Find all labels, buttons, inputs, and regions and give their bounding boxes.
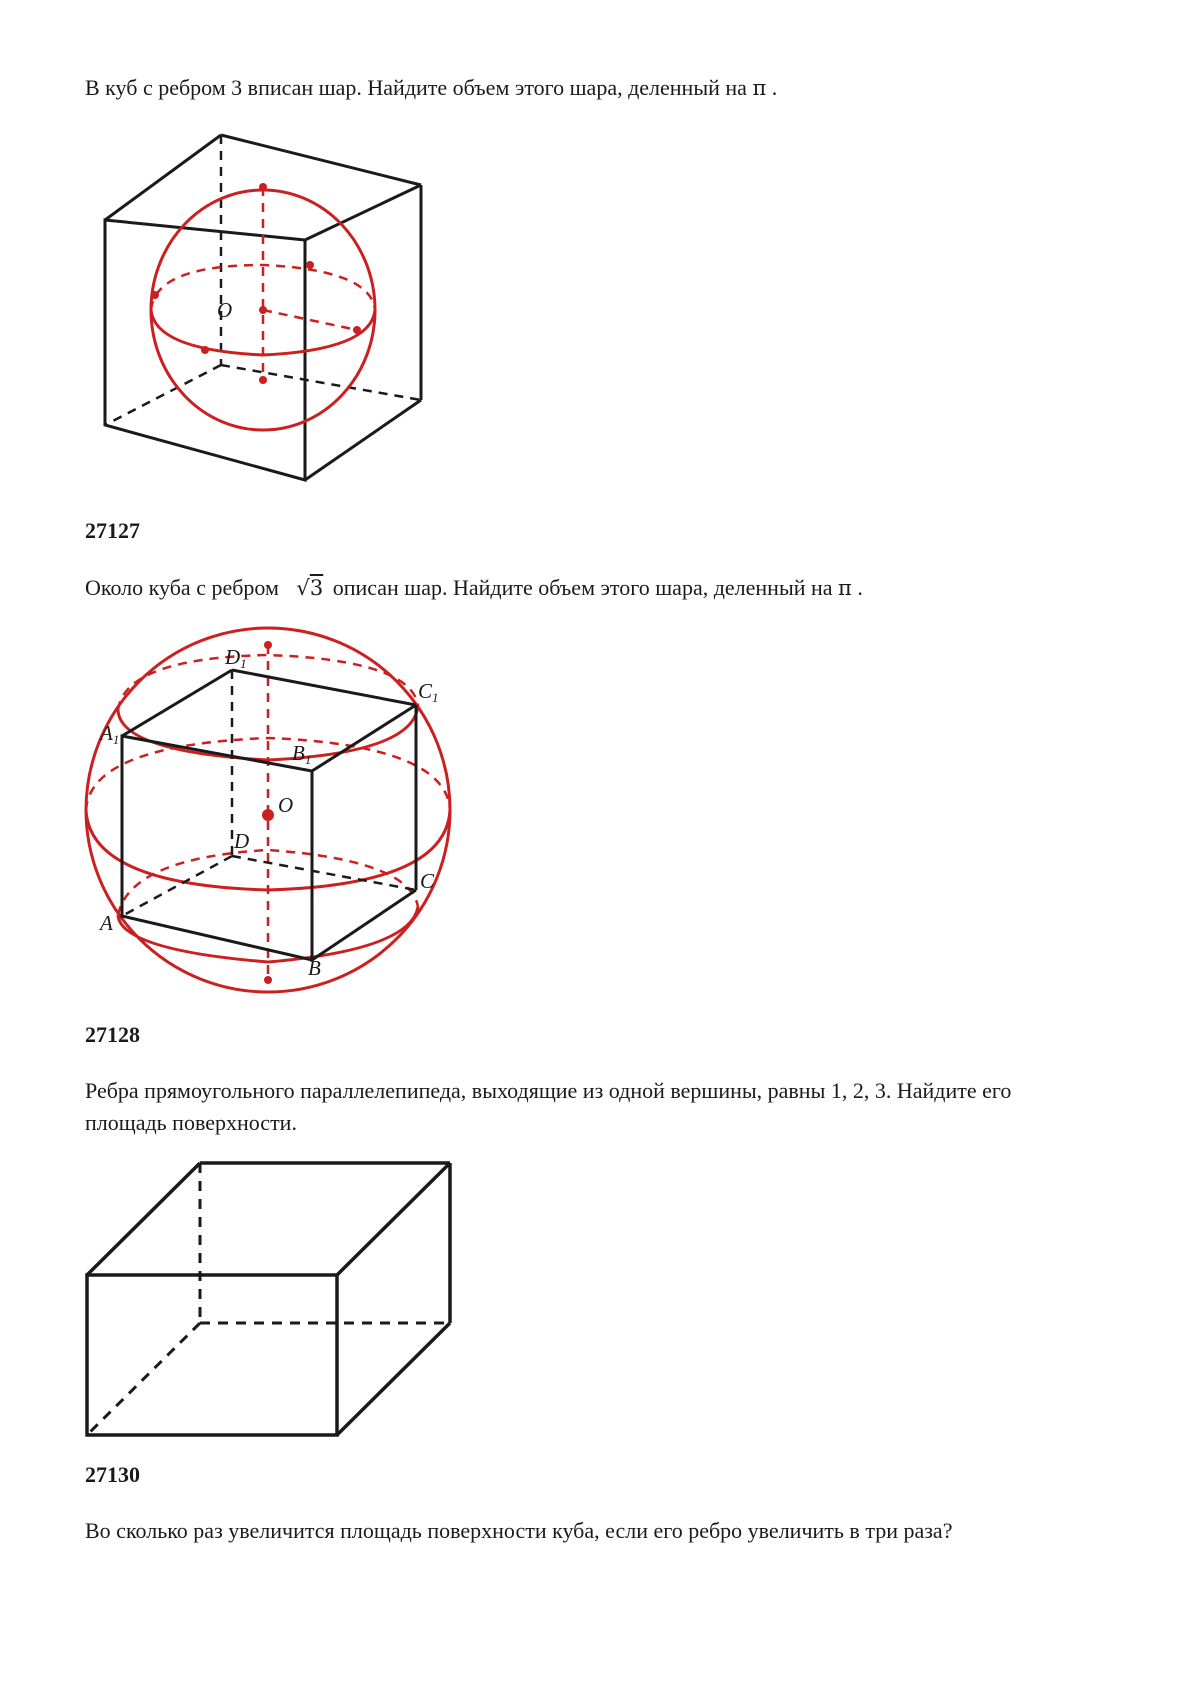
problem-1-text-main: В куб с ребром 3 вписан шар. Найдите объем этого шара, деленный на [85, 75, 747, 100]
vertex-label-b: B [308, 956, 321, 980]
vertex-label-b1: B1 [292, 741, 312, 767]
problem-3-text-line1: Ребра прямоугольного параллелепипеда, выходящие из одной вершины, равны 1, 2, 3. Найдите его [85, 1078, 1012, 1103]
figure-circumscribed-sphere [80, 620, 460, 1005]
vertex-label-c1: C1 [418, 679, 439, 705]
problem-number-27127: 27127 [85, 518, 140, 543]
vertex-label-a: A [100, 911, 113, 935]
vertex-label-d1: D1 [225, 645, 247, 671]
problem-3-text-line2: площадь поверхности. [85, 1110, 297, 1135]
problem-1-period: . [771, 75, 778, 100]
problem-2-text-main: описан шар. Найдите объем этого шара, деленный на [332, 575, 833, 600]
center-label-o: O [217, 298, 233, 322]
center-label-o: O [278, 793, 294, 817]
problem-2-text-start: Около куба с ребром [85, 575, 279, 600]
figure-inscribed-sphere [95, 125, 435, 485]
vertex-label-c: C [420, 869, 435, 893]
problem-1-text [85, 72, 777, 104]
problem-number-27128: 27128 [85, 1022, 140, 1047]
pi-symbol: π [838, 576, 852, 600]
sqrt-expression [296, 576, 323, 600]
sqrt-radicand: 3 [309, 576, 324, 600]
pi-symbol: π [752, 76, 767, 100]
vertex-label-a1: A1 [100, 721, 120, 747]
vertex-label-d: D [234, 829, 250, 853]
sqrt-symbol: √ [296, 576, 310, 600]
problem-number-27130: 27130 [85, 1462, 140, 1487]
problem-4-text: Во сколько раз увеличится площадь поверхности куба, если его ребро увеличить в три раза? [85, 1518, 953, 1543]
problem-2-period: . [857, 575, 863, 600]
problem-2-text [85, 572, 863, 604]
figure-parallelepiped [80, 1155, 460, 1445]
